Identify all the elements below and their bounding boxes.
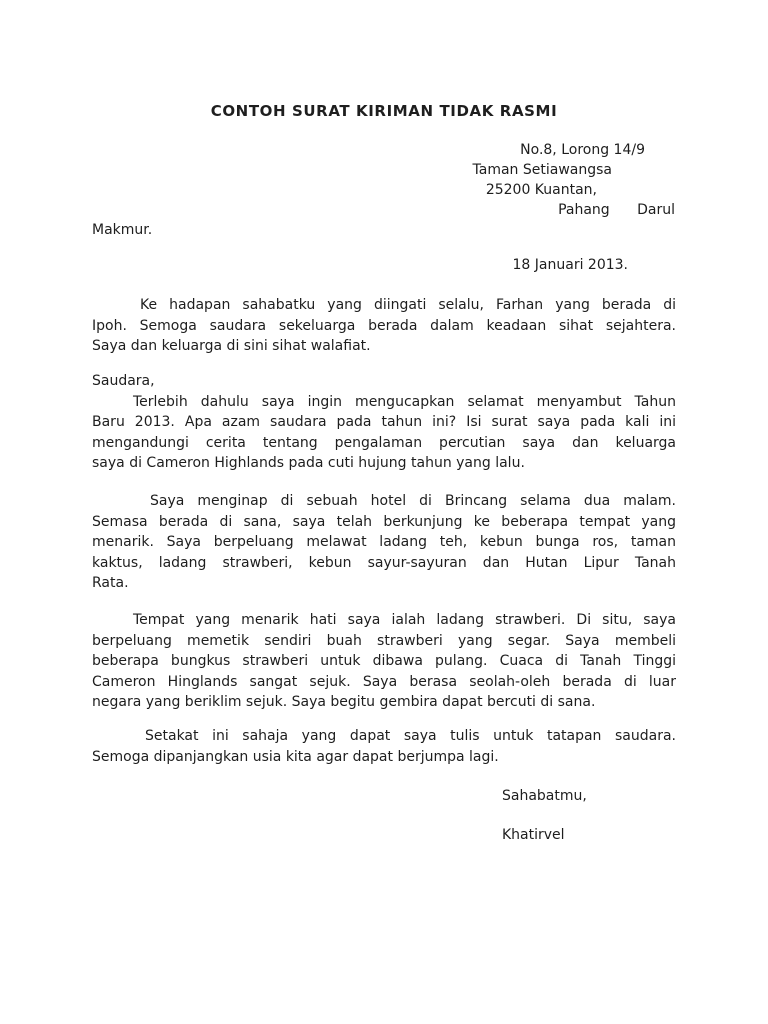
closing-salutation: Sahabatmu, (502, 788, 587, 804)
address-line: Makmur. (92, 222, 153, 238)
letter-line: Baru 2013. Apa azam saudara pada tahun ini? Isi surat saya pada kali ini (92, 414, 676, 430)
greeting-line: Saudara, (92, 373, 155, 389)
letter-line: Saya dan keluarga di sini sihat walafiat. (92, 338, 371, 354)
letter-line: saya di Cameron Highlands pada cuti hujung tahun yang lalu. (92, 455, 525, 471)
paragraph-strawberry (92, 610, 676, 713)
paragraph-hotel (92, 491, 676, 594)
letter-date: 18 Januari 2013. (512, 257, 628, 273)
letter-line: Semoga dipanjangkan usia kita agar dapat berjumpa lagi. (92, 748, 499, 765)
letter-line: negara yang beriklim sejuk. Saya begitu gembira dapat bercuti di sana. (92, 694, 596, 710)
address-line: 25200 Kuantan, (485, 182, 597, 198)
letter-line: kaktus, ladang strawberi, kebun sayur-sayuran dan Hutan Lipur Tanah (92, 554, 676, 571)
letter-line: Saya menginap di sebuah hotel di Brincang selama dua malam. (150, 493, 676, 509)
signature-name: Khatirvel (502, 827, 565, 843)
letter-line: Tempat yang menarik hati saya ialah ladang strawberi. Di situ, saya (133, 612, 676, 628)
letter-line: menarik. Saya berpeluang melawat ladang teh, kebun bunga ros, taman (92, 534, 676, 550)
letter-line: Semasa berada di sana, saya telah berkunjung ke beberapa tempat yang (92, 513, 676, 530)
letter-line: Terlebih dahulu saya ingin mengucapkan selamat menyambut Tahun (133, 393, 676, 410)
letter-line: berpeluang memetik sendiri buah strawberi yang segar. Saya membeli (92, 632, 676, 649)
address-line: No.8, Lorong 14/9 (520, 142, 645, 158)
letter-line: Rata. (92, 575, 129, 591)
letter-line: Setakat ini sahaja yang dapat saya tulis untuk tatapan saudara. (145, 728, 676, 744)
letter-title: CONTOH SURAT KIRIMAN TIDAK RASMI (210, 102, 558, 120)
letter-line: beberapa bungkus strawberi untuk dibawa pulang. Cuaca di Tanah Tinggi (92, 653, 676, 669)
paragraph-opening (92, 295, 676, 357)
letter-line: Ipoh. Semoga saudara sekeluarga berada dalam keadaan sihat sejahtera. (92, 317, 676, 334)
letter-line: Ke hadapan sahabatku yang diingati selalu, Farhan yang berada di (140, 297, 676, 313)
letter-line: mengandungi cerita tentang pengalaman percutian saya dan keluarga (92, 434, 676, 451)
address-line: Pahang Darul (558, 202, 675, 218)
paragraph-closing (92, 726, 676, 767)
letter-line: Cameron Hinglands sangat sejuk. Saya berasa seolah-oleh berada di luar (92, 673, 676, 690)
paragraph-new-year (92, 371, 676, 474)
address-line: Taman Setiawangsa (472, 162, 612, 178)
sender-address-block (92, 140, 676, 240)
